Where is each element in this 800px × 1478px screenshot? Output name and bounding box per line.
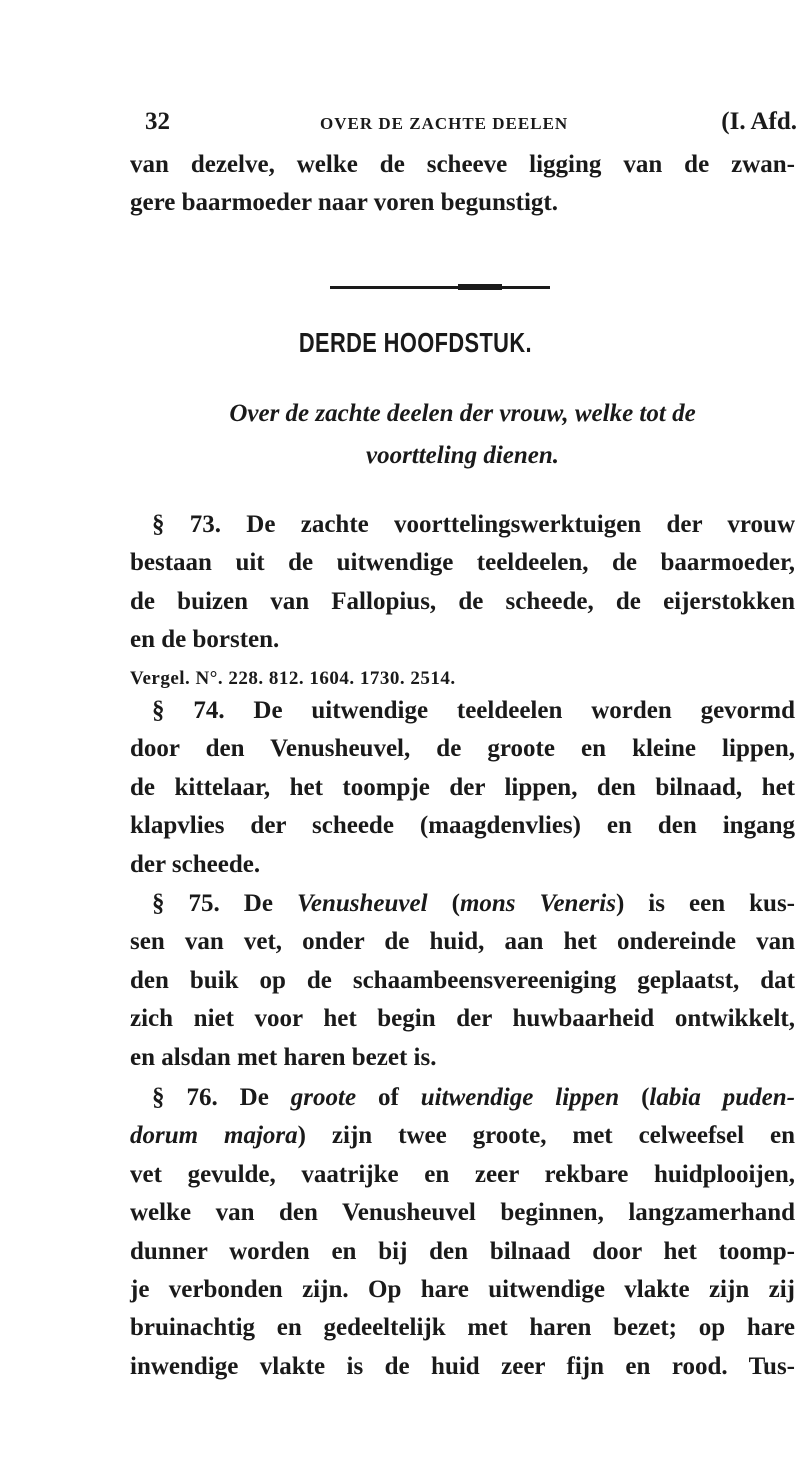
text-line [130, 1117, 795, 1155]
intro-paragraph [130, 146, 795, 223]
text-line: en de borsten. [130, 626, 280, 654]
section-number: § 76. De [152, 1084, 291, 1111]
text-line: den buik op de schaambeensvereeniging geplaatst, dat [130, 966, 795, 994]
section-number: § 75. De [152, 890, 297, 917]
text-line: bestaan uit de uitwendige teeldeelen, de baarmoeder, [130, 549, 795, 577]
section-reference: (I. Afd. [721, 108, 797, 135]
text-line: door den Venusheuvel, de groote en kleine lippen, [130, 735, 795, 763]
text-line: der scheede. [130, 850, 261, 878]
paragraph-73 [130, 506, 795, 698]
chapter-title: DERDE HOOFDSTUK. [298, 327, 532, 358]
text-line: § 73. De zachte voorttelingswerktuigen der vrouw [152, 511, 795, 538]
text-line: welke van den Venusheuvel beginnen, langzamerhand [130, 1199, 795, 1227]
section-divider [330, 286, 550, 289]
text-line: § 74. De uitwendige teeldeelen worden gevormd [152, 697, 795, 724]
latin-term: dorum majora [130, 1122, 298, 1150]
text-line: de kittelaar, het toompje der lippen, den bilnaad, het [130, 773, 795, 801]
text-line: de buizen van Fallopius, de scheede, de eijerstokken [130, 587, 795, 615]
text-line: en alsdan met haren bezet is. [130, 1043, 437, 1071]
text-line [130, 885, 795, 923]
text-line: inwendige vlakte is de huid zeer fijn en rood. Tus- [130, 1352, 795, 1380]
paragraph-75 [130, 885, 795, 1077]
text-line: sen van vet, onder de huid, aan het ondereinde van [130, 928, 795, 956]
text-fragment: ) is een kus- [615, 890, 795, 917]
subtitle-line: voortteling dienen. [365, 442, 560, 469]
chapter-subtitle [130, 393, 795, 477]
term: Venusheuvel [296, 890, 428, 917]
text-line: klapvlies der scheede (maagdenvlies) en den ingang [130, 812, 795, 840]
cross-references: Vergel. N°. 228. 812. 1604. 1730. 2514. [130, 667, 456, 689]
term: uitwendige lippen [420, 1084, 620, 1111]
text-line: zich niet voor het begin der huwbaarheid ontwikkelt, [130, 1005, 795, 1033]
text-line [130, 1079, 795, 1117]
text-line: dunner worden en bij den bilnaad door het toomp- [130, 1237, 795, 1265]
paragraph-74 [130, 692, 795, 884]
text-line: gere baarmoeder naar voren begunstigt. [130, 189, 558, 217]
subtitle-line: Over de zachte deelen der vrouw, welke tot de [229, 400, 696, 427]
text-fragment: of [356, 1084, 421, 1111]
text-fragment: ( [427, 890, 460, 917]
page-number: 32 [145, 108, 170, 135]
latin-term: mons Veneris [459, 890, 616, 917]
text-fragment: ) zijn twee groote, met celweefsel en [297, 1122, 795, 1150]
section-divider-ornament [458, 284, 502, 290]
paragraph-76 [130, 1079, 795, 1386]
text-line: van dezelve, welke de scheeve ligging van de zwan- [130, 151, 795, 178]
running-title: OVER DE ZACHTE DEELEN [320, 114, 569, 133]
text-line: vet gevulde, vaatrijke en zeer rekbare huidplooijen, [130, 1160, 795, 1188]
text-fragment: ( [619, 1084, 650, 1111]
running-head [145, 108, 797, 138]
latin-term: labia puden- [649, 1084, 795, 1111]
text-line: je verbonden zijn. Op hare uitwendige vlakte zijn zij [130, 1276, 795, 1304]
text-line: bruinachtig en gedeeltelijk met haren bezet; op hare [130, 1314, 795, 1342]
term: groote [290, 1084, 357, 1111]
